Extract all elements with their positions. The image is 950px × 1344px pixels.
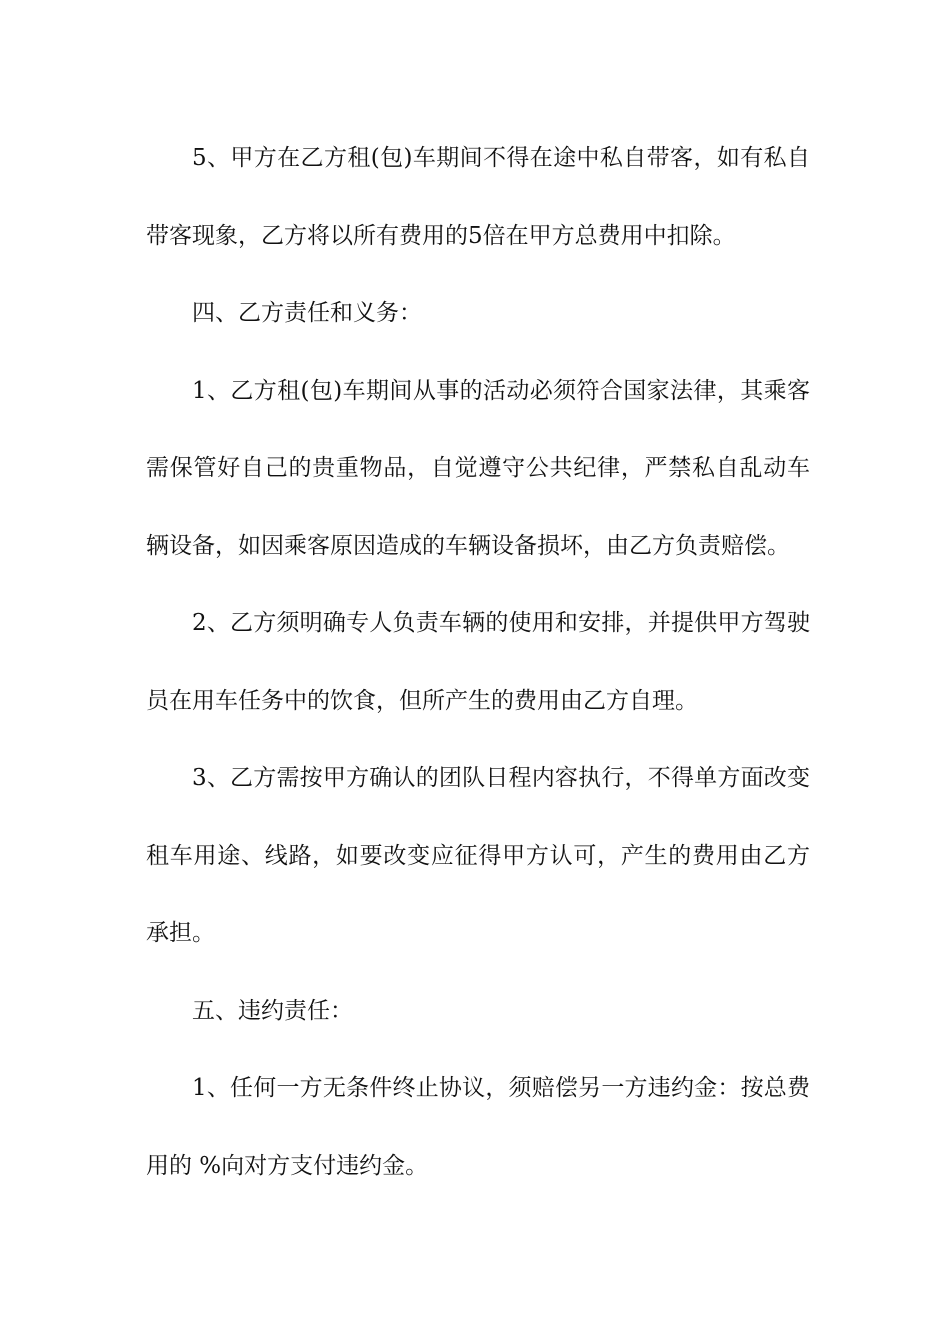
paragraph-party-b-clause-2: 2、乙方须明确专人负责车辆的使用和安排，并提供甲方驾驶员在用车任务中的饮食，但所产生的费用由乙方自理。: [146, 610, 810, 714]
paragraph-breach-clause-1: 1、任何一方无条件终止协议，须赔偿另一方违约金：按总费用的 %向对方支付违约金。: [146, 1075, 810, 1179]
document-body: [146, 120, 810, 1205]
paragraph-clause-5: 5、甲方在乙方租(包)车期间不得在途中私自带客，如有私自带客现象，乙方将以所有费用的5倍在甲方总费用中扣除。: [146, 145, 810, 249]
section-heading-breach-liability: 五、违约责任：: [192, 997, 353, 1024]
paragraph-party-b-clause-1: 1、乙方租(包)车期间从事的活动必须符合国家法律，其乘客需保管好自己的贵重物品，自觉遵守公共纪律，严禁私自乱动车辆设备，如因乘客原因造成的车辆设备损坏，由乙方负责赔偿。: [146, 377, 810, 559]
section-heading-party-b-duties: 四、乙方责任和义务：: [192, 300, 422, 326]
paragraph-party-b-clause-3: 3、乙方需按甲方确认的团队日程内容执行，不得单方面改变租车用途、线路，如要改变应征得甲方认可，产生的费用由乙方承担。: [146, 765, 810, 946]
